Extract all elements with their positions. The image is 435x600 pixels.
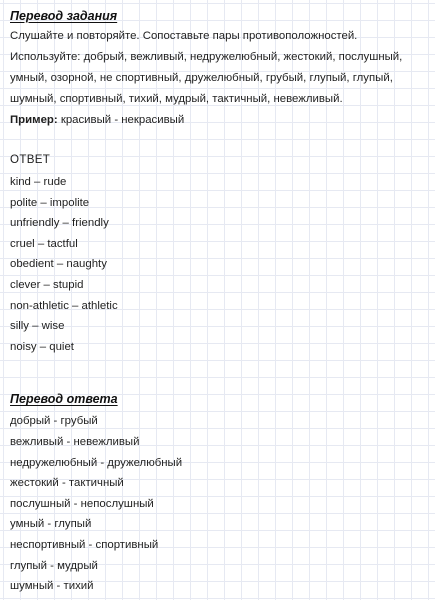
translation-pair: недружелюбный - дружелюбный xyxy=(10,456,183,469)
answer-pair: cruel – tactful xyxy=(10,237,78,250)
answer-heading: ОТВЕТ xyxy=(10,153,51,166)
answer-translation-list xyxy=(10,411,427,596)
translation-pair: неспортивный - спортивный xyxy=(10,538,159,551)
translation-pair: послушный - непослушный xyxy=(10,497,154,510)
answer-translation-heading: Перевод ответа xyxy=(10,392,118,407)
answer-pair: noisy – quiet xyxy=(10,340,74,353)
translation-pair: шумный - тихий xyxy=(10,580,94,593)
answer-pair: obedient – naughty xyxy=(10,258,107,271)
translation-pair: умный - глупый xyxy=(10,518,92,531)
answer-list xyxy=(10,172,427,357)
task-paragraph-line: шумный, спортивный, тихий, мудрый, тактичный, невежливый. xyxy=(10,93,343,105)
example-label: Пример: xyxy=(10,114,58,126)
example-line xyxy=(10,110,427,131)
translation-pair: вежливый - невежливый xyxy=(10,435,140,448)
task-paragraph xyxy=(10,26,427,110)
task-paragraph-line: Используйте: добрый, вежливый, недружелюбный, жестокий, послушный, xyxy=(10,51,403,63)
answer-pair: silly – wise xyxy=(10,320,65,333)
answer-pair: kind – rude xyxy=(10,176,67,188)
answer-pair: polite – impolite xyxy=(10,196,90,209)
answer-pair: clever – stupid xyxy=(10,278,84,291)
task-translation-heading: Перевод задания xyxy=(10,9,118,23)
task-paragraph-line: умный, озорной, не спортивный, дружелюбный, грубый, глупый, глупый, xyxy=(10,72,393,84)
example-text: красивый - некрасивый xyxy=(57,114,185,126)
translation-pair: жестокий - тактичный xyxy=(10,477,124,490)
translation-pair: добрый - грубый xyxy=(10,415,98,428)
task-paragraph-line: Слушайте и повторяйте. Сопоставьте пары противоположностей. xyxy=(10,30,358,42)
translation-pair: глупый - мудрый xyxy=(10,559,98,572)
answer-pair: unfriendly – friendly xyxy=(10,217,109,230)
answer-pair: non-athletic – athletic xyxy=(10,299,118,312)
